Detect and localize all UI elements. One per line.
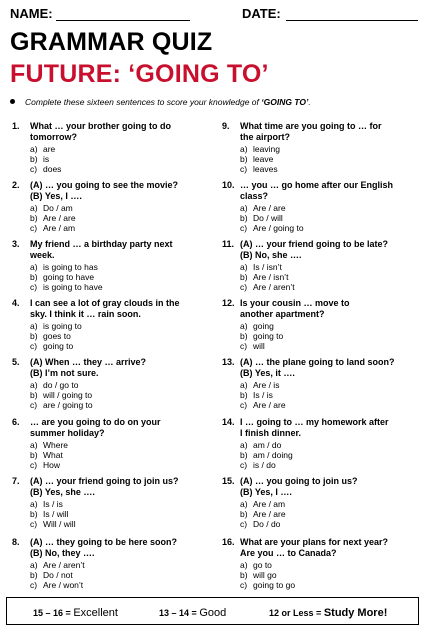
question-text: [30, 476, 202, 498]
option-letter: b): [30, 570, 38, 580]
answer-option[interactable]: [30, 154, 202, 164]
option-letter: b): [240, 509, 248, 519]
question-line: Are you … to Canada?: [240, 548, 337, 558]
option-text: Are / am: [253, 499, 286, 509]
question-line: (A) … you going to join us?: [240, 476, 358, 486]
answer-options: [240, 380, 412, 410]
option-text: Are / are: [253, 400, 286, 410]
answer-option[interactable]: [30, 560, 202, 570]
answer-option[interactable]: [240, 580, 412, 590]
answer-option[interactable]: [240, 390, 412, 400]
score-verdict: Study More!: [323, 607, 388, 619]
option-text: going to go: [253, 580, 296, 590]
date-label: DATE:: [242, 6, 281, 21]
question-text: [240, 298, 412, 320]
option-text: is going to: [43, 321, 82, 331]
header-row: [10, 6, 418, 24]
option-text: Are / going to: [253, 223, 304, 233]
question-number: 5.: [12, 357, 20, 367]
question-number: 4.: [12, 298, 20, 308]
option-text: Will / will: [43, 519, 76, 529]
option-text: am / doing: [253, 450, 293, 460]
question-number: 6.: [12, 417, 20, 427]
score-key: [6, 597, 419, 625]
option-letter: b): [240, 272, 248, 282]
option-text: Do / will: [253, 213, 283, 223]
question-line: I can see a lot of gray clouds in the: [30, 298, 180, 308]
question-line: (B) Yes, it ….: [240, 368, 295, 378]
question-16: [222, 537, 412, 590]
option-text: Do / do: [253, 519, 281, 529]
question-line: (A) … the plane going to land soon?: [240, 357, 395, 367]
option-letter: a): [30, 321, 38, 331]
question-line: I … going to … my homework after: [240, 417, 389, 427]
question-line: What … your brother going to do: [30, 121, 171, 131]
instructions-emphasis: ‘GOING TO’: [261, 97, 309, 107]
option-letter: b): [30, 450, 38, 460]
option-text: leave: [253, 154, 274, 164]
question-text: [30, 537, 202, 559]
answer-option[interactable]: [30, 164, 202, 174]
option-letter: a): [30, 560, 38, 570]
answer-option[interactable]: [30, 262, 202, 272]
bullet-icon: [10, 99, 15, 104]
question-text: [30, 180, 202, 202]
option-text: leaving: [253, 144, 280, 154]
option-letter: a): [30, 380, 38, 390]
option-letter: c): [240, 164, 248, 174]
question-number: 1.: [12, 121, 20, 131]
option-text: Is / will: [43, 509, 69, 519]
question-number: 2.: [12, 180, 20, 190]
question-line: (A) … you going to see the movie?: [30, 180, 179, 190]
option-letter: a): [30, 144, 38, 154]
option-text: going to have: [43, 272, 95, 282]
option-letter: a): [240, 499, 248, 509]
option-text: leaves: [253, 164, 278, 174]
answer-option[interactable]: [240, 341, 412, 351]
option-text: Do / not: [43, 570, 73, 580]
option-text: will go: [253, 570, 277, 580]
option-letter: b): [30, 272, 38, 282]
date-field[interactable]: [286, 20, 418, 21]
question-7: [12, 476, 202, 529]
answer-options: [30, 144, 202, 174]
option-letter: b): [240, 390, 248, 400]
answer-option[interactable]: [240, 282, 412, 292]
option-text: going: [253, 321, 274, 331]
question-line: (B) I’m not sure.: [30, 368, 99, 378]
answer-option[interactable]: [30, 203, 202, 213]
option-letter: a): [240, 262, 248, 272]
option-text: What: [43, 450, 63, 460]
question-8: [12, 537, 202, 590]
option-letter: c): [30, 460, 38, 470]
answer-option[interactable]: [240, 203, 412, 213]
question-line: (B) Yes, I ….: [30, 191, 82, 201]
answer-option[interactable]: [240, 321, 412, 331]
answer-option[interactable]: [30, 390, 202, 400]
option-text: Are / is: [253, 380, 280, 390]
option-text: does: [43, 164, 62, 174]
option-letter: a): [30, 440, 38, 450]
question-4: [12, 298, 202, 351]
answer-option[interactable]: [240, 499, 412, 509]
question-number: 8.: [12, 537, 20, 547]
question-text: [240, 537, 412, 559]
option-text: going to: [43, 341, 74, 351]
answer-option[interactable]: [30, 144, 202, 154]
option-letter: c): [240, 223, 248, 233]
option-letter: b): [240, 331, 248, 341]
answer-option[interactable]: [240, 164, 412, 174]
option-letter: a): [240, 203, 248, 213]
answer-options: [30, 499, 202, 529]
answer-option[interactable]: [30, 519, 202, 529]
question-line: My friend … a birthday party next: [30, 239, 173, 249]
question-text: [30, 121, 202, 143]
score-range: 15 – 16 =: [33, 608, 71, 618]
answer-option[interactable]: [240, 213, 412, 223]
score-range: 13 – 14 =: [159, 608, 197, 618]
question-number: 3.: [12, 239, 20, 249]
answer-options: [30, 262, 202, 292]
option-letter: b): [30, 213, 38, 223]
question-text: [240, 180, 412, 202]
option-letter: c): [240, 580, 248, 590]
answer-option[interactable]: [30, 213, 202, 223]
question-text: [30, 239, 202, 261]
question-number: 16.: [222, 537, 235, 547]
option-letter: a): [240, 144, 248, 154]
question-line: (A) … they going to be here soon?: [30, 537, 177, 547]
answer-option[interactable]: [30, 282, 202, 292]
option-letter: a): [240, 321, 248, 331]
option-letter: c): [240, 341, 248, 351]
question-5: [12, 357, 202, 410]
option-text: Is / isn’t: [253, 262, 282, 272]
answer-option[interactable]: [30, 341, 202, 351]
answer-options: [30, 321, 202, 351]
option-letter: a): [240, 380, 248, 390]
answer-options: [240, 203, 412, 233]
question-line: (B) No, she ….: [240, 250, 302, 260]
question-12: [222, 298, 412, 351]
answer-options: [30, 440, 202, 470]
answer-option[interactable]: [30, 380, 202, 390]
option-letter: c): [240, 400, 248, 410]
answer-option[interactable]: [30, 509, 202, 519]
question-line: (A) When … they … arrive?: [30, 357, 147, 367]
answer-option[interactable]: [240, 460, 412, 470]
score-verdict: Good: [199, 607, 227, 619]
answer-option[interactable]: [30, 460, 202, 470]
answer-option[interactable]: [240, 400, 412, 410]
answer-option[interactable]: [240, 509, 412, 519]
question-2: [12, 180, 202, 233]
option-letter: b): [30, 331, 38, 341]
answer-option[interactable]: [240, 154, 412, 164]
answer-option[interactable]: [30, 321, 202, 331]
instructions: [10, 97, 420, 107]
question-text: [30, 417, 202, 439]
question-line: Is your cousin … move to: [240, 298, 350, 308]
option-text: are: [43, 144, 56, 154]
option-text: Do / am: [43, 203, 73, 213]
answer-options: [30, 380, 202, 410]
score-verdict: Excellent: [73, 607, 118, 619]
option-text: is / do: [253, 460, 276, 470]
option-letter: b): [240, 450, 248, 460]
question-9: [222, 121, 412, 174]
answer-option[interactable]: [30, 440, 202, 450]
question-line: … are you going to do on your: [30, 417, 161, 427]
question-line: (B) Yes, she ….: [30, 487, 95, 497]
answer-options: [30, 560, 202, 590]
option-text: Are / am: [43, 223, 76, 233]
answer-option[interactable]: [240, 440, 412, 450]
option-letter: c): [30, 580, 38, 590]
option-text: Where: [43, 440, 69, 450]
answer-option[interactable]: [30, 580, 202, 590]
answer-options: [240, 499, 412, 529]
option-text: will: [253, 341, 265, 351]
answer-option[interactable]: [240, 331, 412, 341]
option-text: Is / is: [253, 390, 273, 400]
option-text: will / going to: [43, 390, 93, 400]
option-text: Are / aren’t: [43, 560, 85, 570]
question-line: week.: [30, 250, 55, 260]
question-line: … you … go home after our English: [240, 180, 394, 190]
answer-option[interactable]: [30, 400, 202, 410]
question-number: 15.: [222, 476, 235, 486]
score-good: [159, 607, 226, 619]
instructions-text: Complete these sixteen sentences to score your knowledge of: [25, 97, 262, 107]
question-text: [240, 121, 412, 143]
question-14: [222, 417, 412, 470]
answer-options: [240, 560, 412, 590]
answer-options: [240, 440, 412, 470]
option-text: Are / are: [253, 203, 286, 213]
option-text: is going to has: [43, 262, 98, 272]
option-letter: b): [240, 213, 248, 223]
option-text: How: [43, 460, 61, 470]
question-line: the airport?: [240, 132, 291, 142]
option-letter: c): [240, 519, 248, 529]
score-range: 12 or Less =: [269, 608, 322, 618]
answer-options: [30, 203, 202, 233]
option-text: Are / won’t: [43, 580, 84, 590]
question-3: [12, 239, 202, 292]
option-letter: c): [240, 282, 248, 292]
option-text: Are / are: [43, 213, 76, 223]
option-text: is going to have: [43, 282, 103, 292]
option-text: do / go to: [43, 380, 79, 390]
question-number: 9.: [222, 121, 230, 131]
question-line: I finish dinner.: [240, 428, 302, 438]
question-number: 11.: [222, 239, 235, 249]
page-title: GRAMMAR QUIZ: [10, 28, 213, 56]
answer-options: [240, 144, 412, 174]
name-label: NAME:: [10, 6, 53, 21]
option-letter: c): [30, 223, 38, 233]
answer-option[interactable]: [240, 519, 412, 529]
answer-option[interactable]: [30, 331, 202, 341]
question-10: [222, 180, 412, 233]
question-line: What are your plans for next year?: [240, 537, 389, 547]
question-text: [30, 298, 202, 320]
option-letter: b): [30, 154, 38, 164]
option-letter: a): [240, 560, 248, 570]
question-number: 7.: [12, 476, 20, 486]
question-text: [240, 476, 412, 498]
question-15: [222, 476, 412, 529]
question-number: 13.: [222, 357, 235, 367]
question-13: [222, 357, 412, 410]
question-number: 14.: [222, 417, 235, 427]
option-letter: c): [30, 282, 38, 292]
answer-option[interactable]: [240, 450, 412, 460]
option-letter: c): [240, 460, 248, 470]
option-text: is: [43, 154, 50, 164]
answer-option[interactable]: [240, 570, 412, 580]
question-1: [12, 121, 202, 174]
option-text: Are / are: [253, 509, 286, 519]
question-text: [240, 357, 412, 379]
question-line: tomorrow?: [30, 132, 77, 142]
answer-option[interactable]: [240, 262, 412, 272]
option-letter: b): [30, 509, 38, 519]
option-letter: a): [30, 203, 38, 213]
answer-option[interactable]: [30, 272, 202, 282]
question-6: [12, 417, 202, 470]
option-text: Are / aren’t: [253, 282, 295, 292]
option-letter: a): [30, 262, 38, 272]
answer-option[interactable]: [30, 499, 202, 509]
option-text: am / do: [253, 440, 282, 450]
answer-options: [240, 321, 412, 351]
option-text: Is / is: [43, 499, 63, 509]
question-number: 12.: [222, 298, 235, 308]
option-letter: c): [30, 400, 38, 410]
question-line: summer holiday?: [30, 428, 105, 438]
answer-options: [240, 262, 412, 292]
question-line: (A) … your friend going to be late?: [240, 239, 388, 249]
question-11: [222, 239, 412, 292]
answer-option[interactable]: [30, 570, 202, 580]
answer-option[interactable]: [240, 223, 412, 233]
question-number: 10.: [222, 180, 235, 190]
question-text: [30, 357, 202, 379]
question-text: [240, 239, 412, 261]
option-text: go to: [253, 560, 272, 570]
name-field[interactable]: [56, 20, 190, 21]
option-text: goes to: [43, 331, 71, 341]
score-study-more: [269, 607, 387, 619]
answer-option[interactable]: [30, 223, 202, 233]
option-letter: a): [240, 440, 248, 450]
answer-option[interactable]: [240, 272, 412, 282]
question-line: sky. I think it … rain soon.: [30, 309, 141, 319]
question-line: (B) Yes, I ….: [240, 487, 292, 497]
option-text: Are / isn’t: [253, 272, 289, 282]
answer-option[interactable]: [240, 380, 412, 390]
question-line: class?: [240, 191, 269, 201]
answer-option[interactable]: [240, 144, 412, 154]
option-letter: b): [30, 390, 38, 400]
option-letter: b): [240, 570, 248, 580]
option-letter: c): [30, 164, 38, 174]
page-subtitle: FUTURE: ‘GOING TO’: [10, 60, 269, 88]
instructions-end: .: [308, 97, 311, 107]
option-text: are / going to: [43, 400, 93, 410]
option-letter: b): [240, 154, 248, 164]
option-letter: c): [30, 519, 38, 529]
question-line: (B) No, they ….: [30, 548, 95, 558]
answer-option[interactable]: [240, 560, 412, 570]
option-letter: c): [30, 341, 38, 351]
question-line: (A) … your friend going to join us?: [30, 476, 179, 486]
question-text: [240, 417, 412, 439]
score-excellent: [33, 607, 118, 619]
question-line: another apartment?: [240, 309, 325, 319]
answer-option[interactable]: [30, 450, 202, 460]
option-letter: a): [30, 499, 38, 509]
question-line: What time are you going to … for: [240, 121, 382, 131]
option-text: going to: [253, 331, 284, 341]
